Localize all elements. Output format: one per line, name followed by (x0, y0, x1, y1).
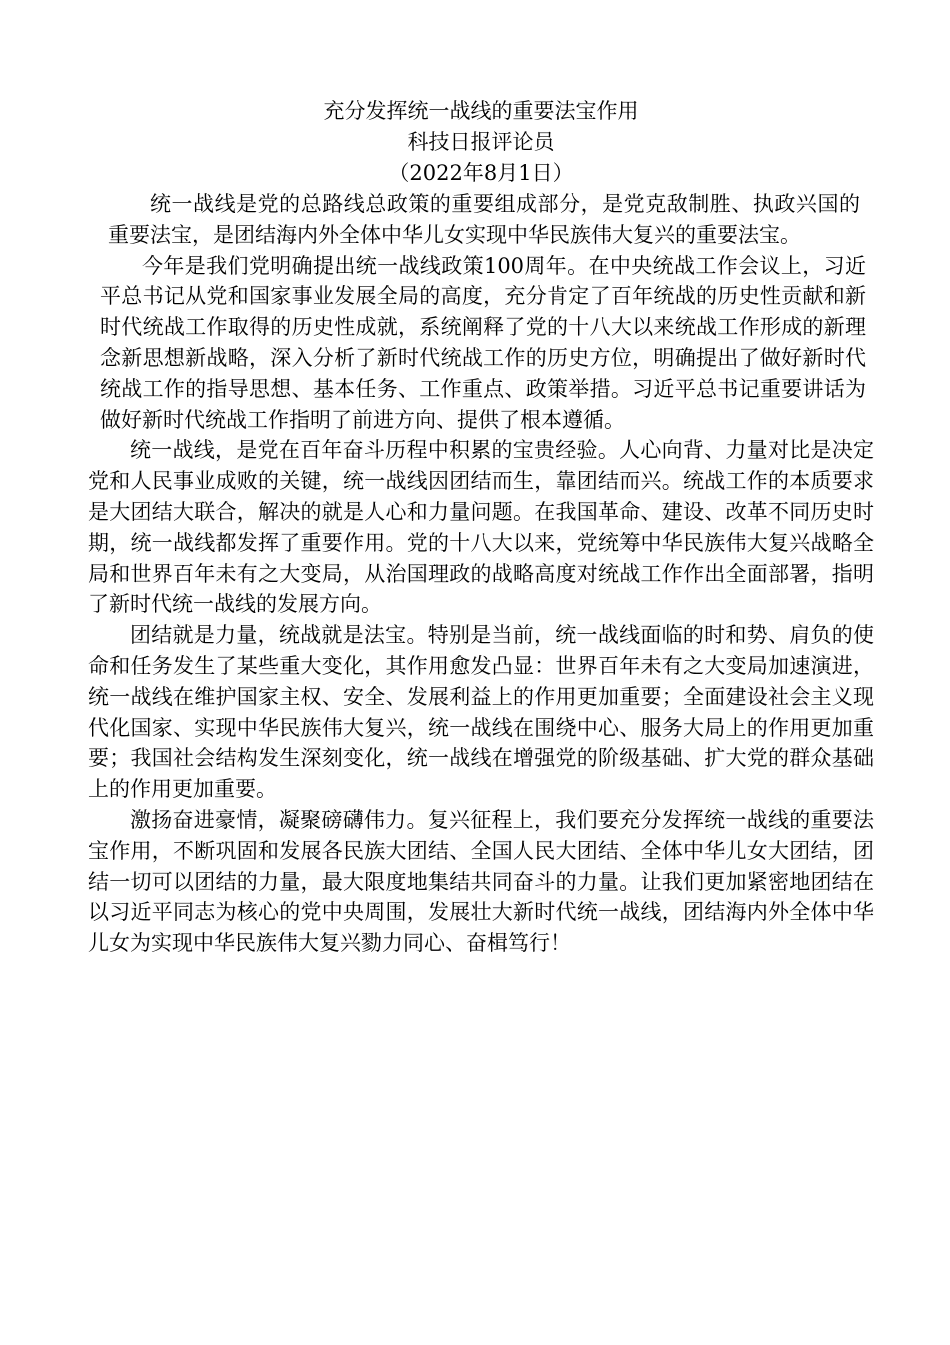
document-page (88, 96, 874, 959)
document-date: （2022年8月1日） (388, 161, 574, 185)
article-body (88, 189, 874, 959)
paragraph-5: 激扬奋进豪情，凝聚磅礴伟力。复兴征程上，我们要充分发挥统一战线的重要法宝作用，不断巩固和发展各民族大团结、全国人民大团结、全体中华儿女大团结，团结一切可以团结的力量，最大限度地集结共同奋斗的力量。让我们更加紧密地团结在以习近平同志为核心的党中央周围，发展壮大新时代统一战线，团结海内外全体中华儿女为实现中华民族伟大复兴勠力同心、奋楫笃行！ (88, 807, 874, 956)
document-author: 科技日报评论员 (407, 130, 555, 154)
document-title: 充分发挥统一战线的重要法宝作用 (323, 99, 639, 123)
paragraph-3: 统一战线，是党在百年奋斗历程中积累的宝贵经验。人心向背、力量对比是决定党和人民事业成败的关键，统一战线因团结而生，靠团结而兴。统战工作的本质要求是大团结大联合，解决的就是人心和力量问题。在我国革命、建设、改革不同历史时期，统一战线都发挥了重要作用。党的十八大以来，党统筹中华民族伟大复兴战略全局和世界百年未有之大变局，从治国理政的战略高度对统战工作作出全面部署，指明了新时代统一战线的发展方向。 (88, 438, 874, 617)
paragraph-2: 今年是我们党明确提出统一战线政策100周年。在中央统战工作会议上，习近平总书记从党和国家事业发展全局的高度，充分肯定了百年统战的历史性贡献和新时代统战工作取得的历史性成就，系统阐释了党的十八大以来统战工作形成的新理念新思想新战略，深入分析了新时代统战工作的历史方位，明确提出了做好新时代统战工作的指导思想、基本任务、工作重点、政策举措。习近平总书记重要讲话为做好新时代统战工作指明了前进方向、提供了根本遵循。 (100, 253, 866, 432)
paragraph-4: 团结就是力量，统战就是法宝。特别是当前，统一战线面临的时和势、肩负的使命和任务发生了某些重大变化，其作用愈发凸显：世界百年未有之大变局加速演进，统一战线在维护国家主权、安全、发展利益上的作用更加重要；全面建设社会主义现代化国家、实现中华民族伟大复兴，统一战线在围绕中心、服务大局上的作用更加重要；我国社会结构发生深刻变化，统一战线在增强党的阶级基础、扩大党的群众基础上的作用更加重要。 (88, 623, 874, 802)
paragraph-1: 统一战线是党的总路线总政策的重要组成部分，是党克敌制胜、执政兴国的重要法宝，是团结海内外全体中华儿女实现中华民族伟大复兴的重要法宝。 (108, 192, 860, 247)
